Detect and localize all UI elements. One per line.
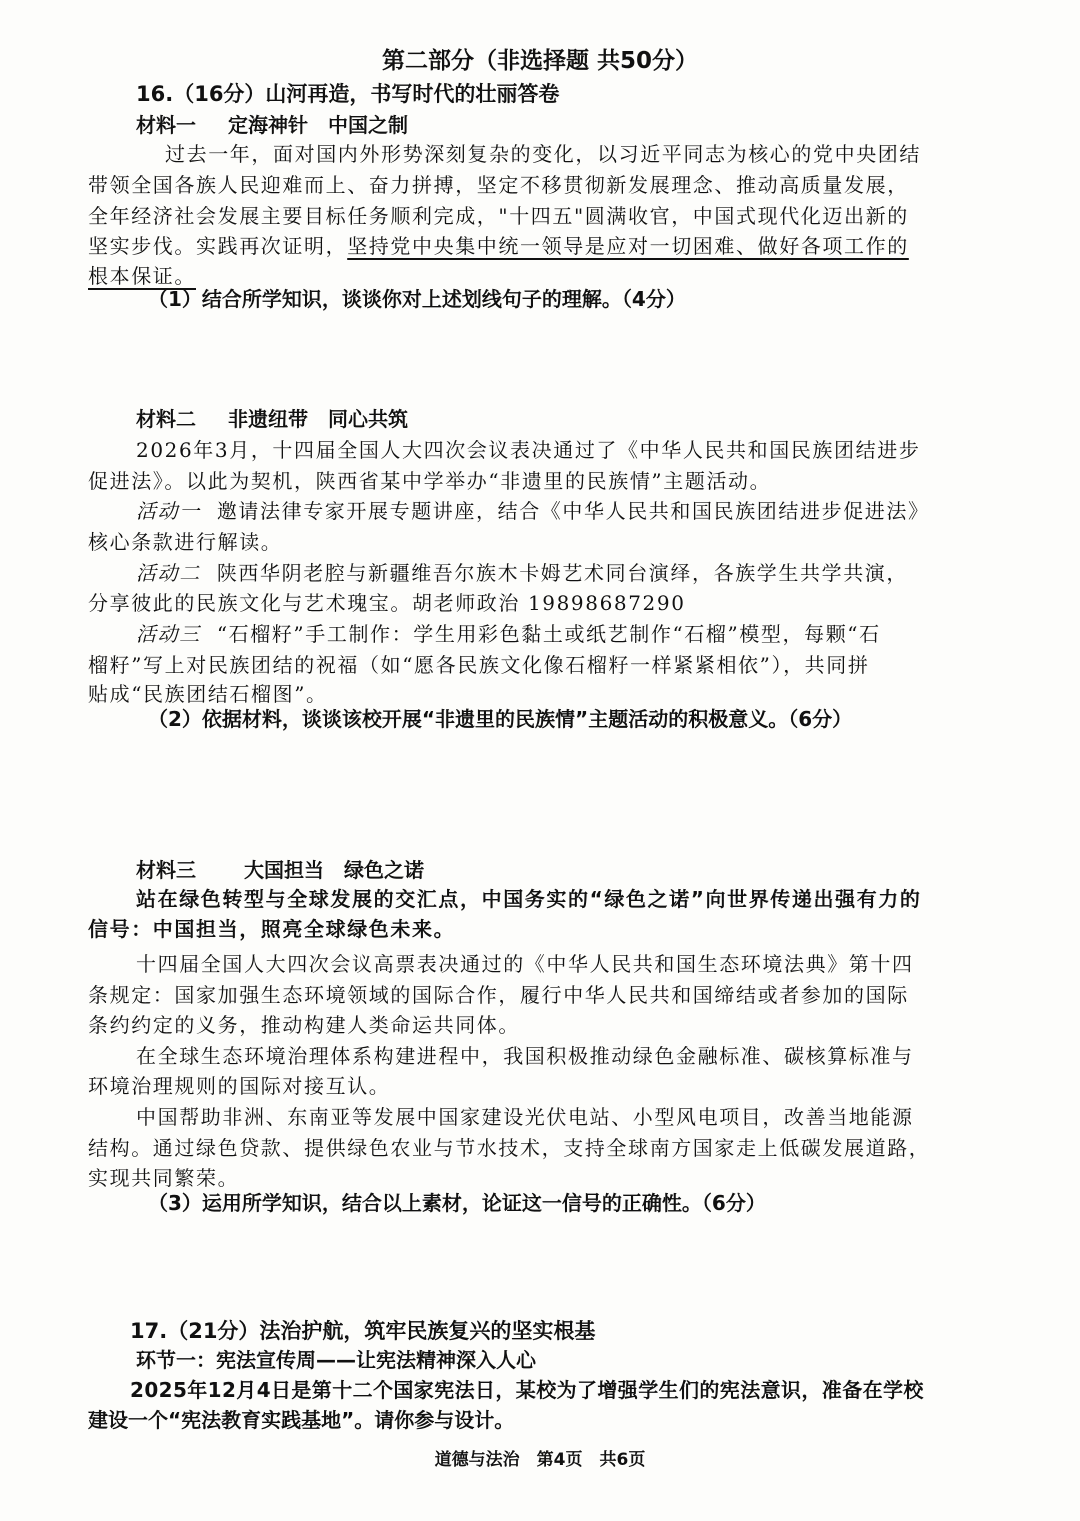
material-1-line-4 (88, 231, 1038, 261)
activity-3-line-3: 贴成“民族团结石榴图”。 (88, 682, 328, 706)
activity-3-text: “石榴籽”手工制作：学生用彩色黏土或纸艺制作“石榴”模型，每颗“石 (216, 622, 881, 646)
material-1-title: 定海神针 中国之制 (228, 113, 408, 137)
activity-1-label: 活动一 (136, 499, 201, 523)
activity-1-text: 邀请法律专家开展专题讲座，结合《中华人民共和国民族团结进步促进法》 (216, 499, 930, 523)
activity-2-text: 陕西华阴老腔与新疆维吾尔族木卡姆艺术同台演绎，各族学生共学共演， (216, 561, 909, 585)
q16-sub-question-3: （3）运用所学知识，结合以上素材，论证这一信号的正确性。（6分） (148, 1191, 766, 1215)
material-2-title: 非遗纽带 同心共筑 (228, 407, 408, 431)
material-1-line-4-plain: 坚实步伐。实践再次证明， (88, 234, 348, 258)
material-3-para-3-line-3: 实现共同繁荣。 (88, 1166, 240, 1190)
material-1-line-2: 带领全国各族人民迎难而上、奋力拼搏，坚定不移贯彻新发展理念、推动高质量发展， (88, 173, 909, 197)
underlined-sentence-part-1: 坚持党中央集中统一领导是应对一切困难、做好各项工作的 (347, 234, 909, 258)
material-3-intro-line-2: 信号：中国担当，照亮全球绿色未来。 (88, 917, 456, 941)
q16-sub-question-1: （1）结合所学知识，谈谈你对上述划线句子的理解。（4分） (148, 287, 686, 311)
material-3-para-3-line-1: 中国帮助非洲、东南亚等发展中国家建设光伏电站、小型风电项目，改善当地能源 (136, 1105, 914, 1129)
activity-1-line-1 (136, 496, 1080, 526)
material-1-label: 材料一 (136, 113, 196, 137)
q16-heading: 16.（16分）山河再造，书写时代的壮丽答卷 (136, 82, 560, 106)
material-3-intro-line-1: 站在绿色转型与全球发展的交汇点，中国务实的“绿色之诺”向世界传递出强有力的 (136, 887, 922, 911)
q17-heading: 17.（21分）法治护航，筑牢民族复兴的坚实根基 (130, 1319, 596, 1343)
material-2-label: 材料二 (136, 407, 196, 431)
activity-3-label: 活动三 (136, 622, 201, 646)
material-1-line-3: 全年经济社会发展主要目标任务顺利完成，"十四五"圆满收官，中国式现代化迈出新的 (88, 204, 909, 228)
material-2-intro-line-2: 促进法》。以此为契机，陕西省某中学举办“非遗里的民族情”主题活动。 (88, 469, 772, 493)
material-3-para-2-line-1: 在全球生态环境治理体系构建进程中，我国积极推动绿色金融标准、碳核算标准与 (136, 1044, 914, 1068)
page-footer: 道德与法治 第4页 共6页 (434, 1450, 646, 1470)
activity-3-line-1 (136, 619, 1080, 649)
underlined-sentence-part-2: 根本保证。 (88, 264, 196, 288)
material-1-header (136, 110, 1080, 140)
activity-3-line-2: 榴籽”写上对民族团结的祝福（如“愿各民族文化像石榴籽一样紧紧相依”），共同拼 (88, 653, 870, 677)
material-3-label: 材料三 (136, 858, 196, 882)
material-3-para-1-line-3: 条约约定的义务，推动构建人类命运共同体。 (88, 1013, 520, 1037)
activity-2-label: 活动二 (136, 561, 201, 585)
material-2-intro-line-1: 2026年3月，十四届全国人大四次会议表决通过了《中华人民共和国民族团结进步 (136, 438, 921, 462)
activity-1-line-2: 核心条款进行解读。 (88, 530, 283, 554)
activity-2-line-2: 分享彼此的民族文化与艺术瑰宝。胡老师政治 19898687290 (88, 591, 686, 615)
activity-2-line-1 (136, 558, 1080, 588)
material-2-header (136, 404, 1080, 434)
q17-intro-line-1: 2025年12月4日是第十二个国家宪法日，某校为了增强学生们的宪法意识，准备在学校 (130, 1378, 924, 1402)
q17-intro-line-2: 建设一个“宪法教育实践基地”。请你参与设计。 (88, 1408, 515, 1432)
material-3-para-3-line-2: 结构。通过绿色贷款、提供绿色农业与节水技术，支持全球南方国家走上低碳发展道路， (88, 1136, 931, 1160)
material-3-title: 大国担当 绿色之诺 (244, 858, 424, 882)
material-1-line-1: 过去一年，面对国内外形势深刻复杂的变化，以习近平同志为核心的党中央团结 (165, 142, 921, 166)
material-3-header (136, 855, 1080, 885)
q16-sub-question-2: （2）依据材料，谈谈该校开展“非遗里的民族情”主题活动的积极意义。（6分） (148, 707, 853, 731)
material-3-para-1-line-2: 条规定：国家加强生态环境领域的国际合作，履行中华人民共和国缔结或者参加的国际 (88, 983, 909, 1007)
material-3-para-1-line-1: 十四届全国人大四次会议高票表决通过的《中华人民共和国生态环境法典》第十四 (136, 952, 914, 976)
material-3-para-2-line-2: 环境治理规则的国际对接互认。 (88, 1074, 391, 1098)
page-title: 第二部分（非选择题 共50分） (381, 48, 698, 74)
q17-section-1-title: 环节一：宪法宣传周——让宪法精神深入人心 (136, 1348, 536, 1372)
